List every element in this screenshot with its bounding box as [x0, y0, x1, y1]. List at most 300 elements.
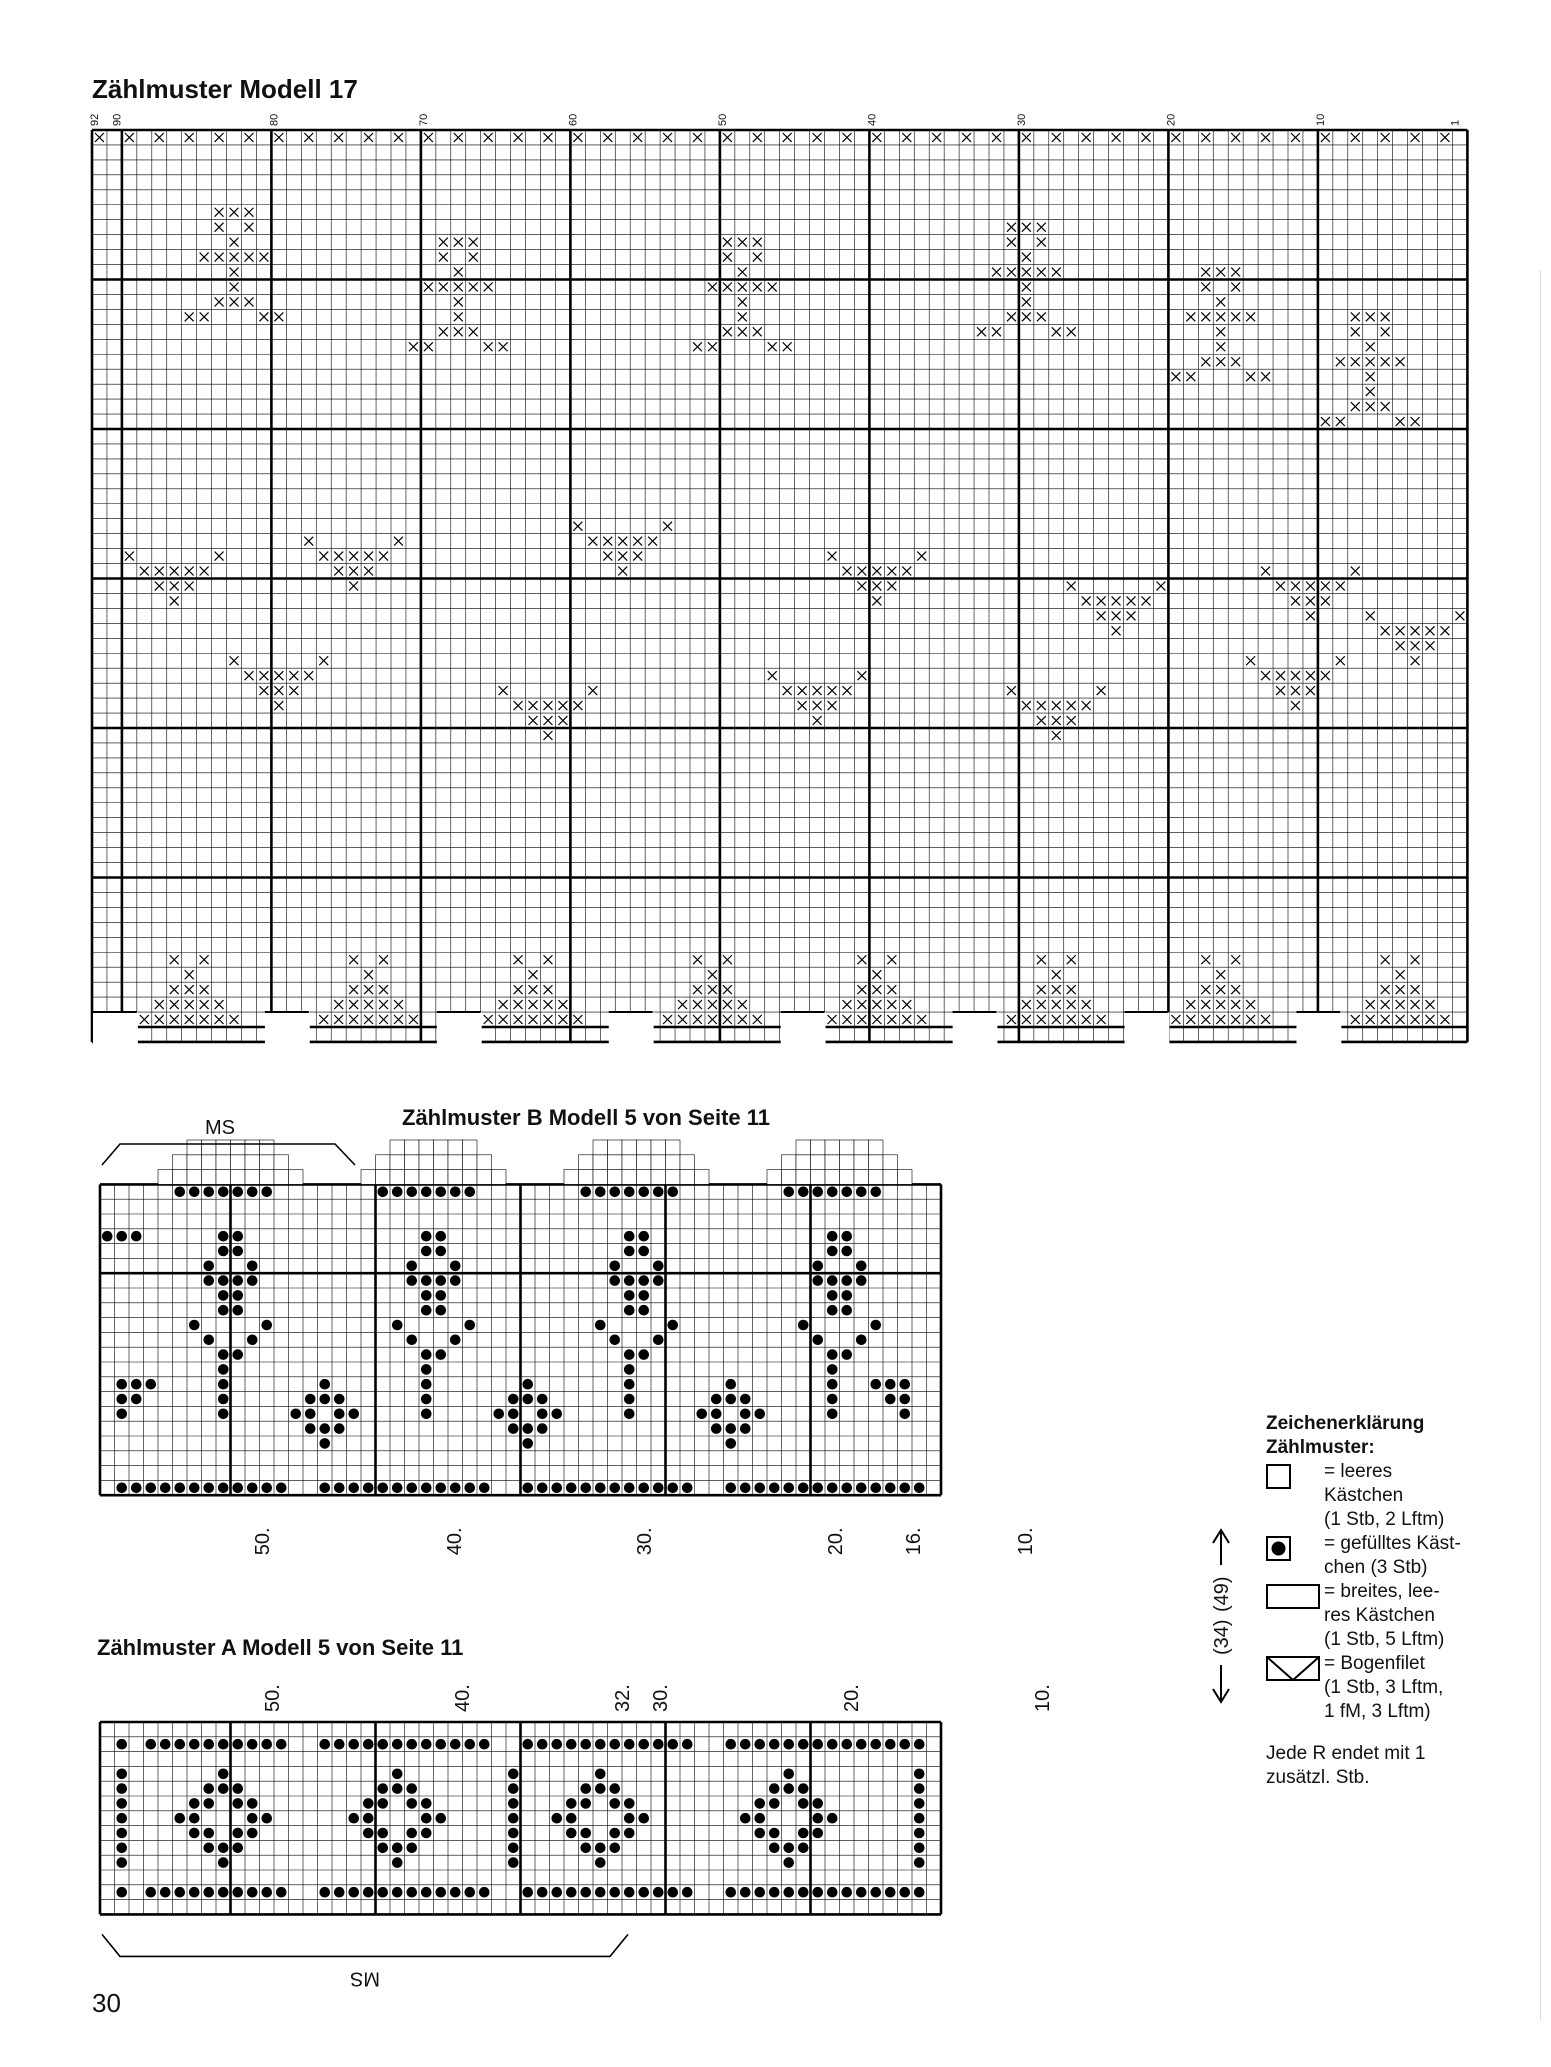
cross-mark: [1381, 1015, 1390, 1024]
cross-mark: [1037, 268, 1046, 277]
cross-mark: [1112, 133, 1121, 142]
row-count-label: 30.: [650, 1684, 672, 1712]
filled-stitch-dot: [421, 1798, 432, 1809]
cross-mark: [454, 312, 463, 321]
cross-mark: [633, 552, 642, 561]
filled-stitch-dot: [580, 1187, 591, 1198]
filled-stitch-dot: [624, 1813, 635, 1824]
cross-mark: [200, 253, 209, 262]
filled-stitch-dot: [580, 1887, 591, 1898]
cross-mark: [693, 985, 702, 994]
filled-stitch-dot: [218, 1769, 229, 1780]
filled-stitch-dot: [624, 1483, 635, 1494]
filled-stitch-dot: [203, 1261, 214, 1272]
cross-mark: [544, 731, 553, 740]
chart-17-title: Zählmuster Modell 17: [92, 74, 358, 104]
crown-cell: [245, 1170, 260, 1185]
filled-stitch-dot: [624, 1798, 635, 1809]
crown-cell: [593, 1155, 608, 1170]
filled-stitch-dot: [638, 1187, 649, 1198]
cross-mark: [230, 253, 239, 262]
cross-mark: [1082, 1015, 1091, 1024]
filled-stitch-dot: [421, 1379, 432, 1390]
filled-stitch-dot: [464, 1187, 475, 1198]
filled-stitch-dot: [493, 1409, 504, 1420]
cross-mark: [738, 312, 747, 321]
cross-mark: [1396, 970, 1405, 979]
cross-mark: [813, 701, 822, 710]
cross-mark: [753, 253, 762, 262]
cross-mark: [603, 133, 612, 142]
cross-mark: [1276, 686, 1285, 695]
filled-stitch-dot: [174, 1813, 185, 1824]
cross-mark: [1366, 1000, 1375, 1009]
cross-mark: [544, 955, 553, 964]
filled-stitch-dot: [334, 1409, 345, 1420]
filled-stitch-dot: [769, 1843, 780, 1854]
crown-cell: [448, 1140, 463, 1155]
crown-cell: [158, 1170, 173, 1185]
filled-stitch-dot: [624, 1379, 635, 1390]
cross-mark: [1171, 1015, 1180, 1024]
empty-square-icon: [1266, 1464, 1292, 1490]
cross-mark: [1276, 582, 1285, 591]
filled-stitch-dot: [624, 1394, 635, 1405]
cross-mark: [678, 1000, 687, 1009]
column-label: 40: [866, 113, 879, 126]
cross-mark: [349, 955, 358, 964]
cross-mark: [1052, 133, 1061, 142]
cross-mark: [364, 133, 373, 142]
filled-stitch-dot: [232, 1349, 243, 1360]
cross-mark: [1381, 133, 1390, 142]
filled-stitch-dot: [580, 1828, 591, 1839]
filled-stitch-dot: [667, 1739, 678, 1750]
cross-mark: [1306, 686, 1315, 695]
cross-mark: [1186, 1015, 1195, 1024]
filled-stitch-dot: [740, 1887, 751, 1898]
filled-stitch-dot: [914, 1798, 925, 1809]
cross-mark: [1082, 701, 1091, 710]
filled-stitch-dot: [421, 1187, 432, 1198]
filled-stitch-dot: [812, 1275, 823, 1286]
cross-mark: [529, 985, 538, 994]
cross-mark: [1351, 357, 1360, 366]
cross-mark: [1426, 1015, 1435, 1024]
filled-stitch-dot: [450, 1261, 461, 1272]
filled-stitch-dot: [638, 1483, 649, 1494]
cross-mark: [529, 716, 538, 725]
filled-stitch-dot: [841, 1246, 852, 1257]
filled-stitch-dot: [406, 1261, 417, 1272]
filled-stitch-dot: [305, 1394, 316, 1405]
cross-mark: [1052, 701, 1061, 710]
filled-stitch-dot: [682, 1739, 693, 1750]
filled-stitch-dot: [508, 1843, 519, 1854]
filled-stitch-dot: [189, 1813, 200, 1824]
filled-stitch-dot: [827, 1349, 838, 1360]
column-label: 60: [567, 113, 580, 126]
crown-cell: [202, 1140, 217, 1155]
cross-mark: [1396, 641, 1405, 650]
legend-note: [1266, 1742, 1476, 1790]
cross-mark: [1022, 133, 1031, 142]
cross-mark: [828, 701, 837, 710]
cross-mark: [648, 537, 657, 546]
cross-mark: [1007, 686, 1016, 695]
filled-stitch-dot: [609, 1739, 620, 1750]
cross-mark: [1007, 268, 1016, 277]
filled-stitch-dot: [899, 1409, 910, 1420]
filled-stitch-dot: [406, 1275, 417, 1286]
cross-mark: [573, 522, 582, 531]
cross-mark: [813, 133, 822, 142]
cross-mark: [573, 701, 582, 710]
filled-stitch-dot: [218, 1290, 229, 1301]
cross-mark: [1321, 133, 1330, 142]
cross-mark: [603, 552, 612, 561]
filled-stitch-dot: [261, 1483, 272, 1494]
cross-mark: [1381, 985, 1390, 994]
filled-stitch-dot: [392, 1783, 403, 1794]
column-label: 92: [89, 113, 101, 126]
filled-stitch-dot: [508, 1813, 519, 1824]
crown-cell: [854, 1170, 869, 1185]
filled-stitch-dot: [580, 1739, 591, 1750]
cross-mark: [1231, 133, 1240, 142]
cross-mark: [738, 297, 747, 306]
cross-mark: [514, 1000, 523, 1009]
cross-mark: [1321, 671, 1330, 680]
cross-mark: [1231, 283, 1240, 292]
crown-cell: [796, 1140, 811, 1155]
cross-mark: [1112, 626, 1121, 635]
cross-mark: [379, 552, 388, 561]
filled-stitch-dot: [653, 1483, 664, 1494]
cross-mark: [274, 701, 283, 710]
cross-mark: [1216, 312, 1225, 321]
filled-stitch-dot: [783, 1187, 794, 1198]
filled-stitch-dot: [406, 1739, 417, 1750]
filled-stitch-dot: [609, 1187, 620, 1198]
filled-stitch-dot: [711, 1394, 722, 1405]
filled-stitch-dot: [421, 1364, 432, 1375]
cross-mark: [364, 1015, 373, 1024]
filled-stitch-dot: [551, 1813, 562, 1824]
cross-mark: [1216, 970, 1225, 979]
cross-mark: [1366, 312, 1375, 321]
filled-stitch-dot: [189, 1483, 200, 1494]
cross-mark: [319, 656, 328, 665]
cross-mark: [1351, 1015, 1360, 1024]
filled-stitch-dot: [508, 1828, 519, 1839]
filled-stitch-dot: [421, 1483, 432, 1494]
cross-mark: [872, 970, 881, 979]
cross-mark: [424, 283, 433, 292]
crown-cell: [825, 1170, 840, 1185]
filled-stitch-dot: [406, 1887, 417, 1898]
crown-cell: [405, 1170, 420, 1185]
cross-mark: [1097, 1015, 1106, 1024]
cross-mark: [887, 582, 896, 591]
cross-mark: [155, 567, 164, 576]
crown-cell: [651, 1170, 666, 1185]
cross-mark: [1276, 671, 1285, 680]
cross-mark: [1366, 611, 1375, 620]
filled-stitch-dot: [232, 1739, 243, 1750]
filled-stitch-dot: [754, 1828, 765, 1839]
cross-mark: [1261, 133, 1270, 142]
filled-stitch-dot: [595, 1887, 606, 1898]
filled-stitch-dot: [870, 1187, 881, 1198]
filled-stitch-dot: [203, 1828, 214, 1839]
cross-mark: [334, 567, 343, 576]
filled-stitch-dot: [580, 1798, 591, 1809]
column-label: 20: [1165, 113, 1178, 126]
filled-stitch-dot: [116, 1798, 127, 1809]
crown-cell: [173, 1170, 188, 1185]
cross-mark: [678, 1015, 687, 1024]
wide-empty-box-icon: [1266, 1584, 1322, 1610]
cross-mark: [738, 268, 747, 277]
filled-stitch-dot: [609, 1261, 620, 1272]
cross-mark: [693, 342, 702, 351]
cross-mark: [588, 537, 597, 546]
crown-cell: [434, 1170, 449, 1185]
filled-stitch-dot: [160, 1887, 171, 1898]
arrow-label: (34): [1211, 1619, 1233, 1655]
cross-mark: [1037, 701, 1046, 710]
filled-stitch-dot: [363, 1813, 374, 1824]
filled-stitch-dot: [218, 1857, 229, 1868]
crown-cell: [622, 1170, 637, 1185]
cross-mark: [469, 253, 478, 262]
cross-mark: [454, 297, 463, 306]
filled-stitch-dot: [841, 1275, 852, 1286]
scallop-cutout: [1125, 1012, 1170, 1046]
filled-stitch-dot: [377, 1828, 388, 1839]
filled-stitch-dot: [870, 1887, 881, 1898]
filled-stitch-dot: [218, 1305, 229, 1316]
filled-stitch-dot: [377, 1783, 388, 1794]
crown-cell: [840, 1140, 855, 1155]
cross-mark: [334, 133, 343, 142]
cross-mark: [932, 133, 941, 142]
filled-stitch-dot: [522, 1887, 533, 1898]
filled-stitch-dot: [595, 1769, 606, 1780]
filled-stitch-dot: [218, 1349, 229, 1360]
legend-text: (1 Stb, 2 Lftm): [1324, 1509, 1445, 1530]
cross-mark: [1366, 1015, 1375, 1024]
filled-stitch-dot: [595, 1739, 606, 1750]
filled-stitch-dot: [232, 1246, 243, 1257]
filled-stitch-dot: [856, 1275, 867, 1286]
cross-mark: [1441, 133, 1450, 142]
filled-stitch-dot: [754, 1483, 765, 1494]
cross-mark: [334, 1015, 343, 1024]
cross-mark: [1366, 342, 1375, 351]
filled-stitch-dot: [638, 1231, 649, 1242]
cross-mark: [1052, 985, 1061, 994]
crown-cell: [419, 1155, 434, 1170]
cross-mark: [514, 133, 523, 142]
filled-stitch-dot: [232, 1798, 243, 1809]
cross-mark: [573, 1015, 582, 1024]
filled-stitch-dot: [276, 1739, 287, 1750]
filled-stitch-dot: [827, 1739, 838, 1750]
cross-mark: [1216, 1015, 1225, 1024]
filled-stitch-dot: [885, 1483, 896, 1494]
cross-mark: [469, 327, 478, 336]
filled-stitch-dot: [754, 1798, 765, 1809]
filled-stitch-dot: [595, 1857, 606, 1868]
cross-mark: [1411, 1015, 1420, 1024]
cross-mark: [409, 342, 418, 351]
filled-stitch-dot: [232, 1275, 243, 1286]
filled-stitch-dot: [624, 1828, 635, 1839]
filled-stitch-dot: [377, 1798, 388, 1809]
cross-mark: [813, 716, 822, 725]
filled-stitch-dot: [232, 1887, 243, 1898]
cross-mark: [1231, 1015, 1240, 1024]
filled-stitch-dot: [769, 1739, 780, 1750]
cross-mark: [544, 1015, 553, 1024]
filled-stitch-dot: [827, 1364, 838, 1375]
cross-mark: [230, 656, 239, 665]
crown-cell: [448, 1155, 463, 1170]
filled-stitch-dot: [783, 1769, 794, 1780]
cross-mark: [349, 1000, 358, 1009]
cross-mark: [723, 283, 732, 292]
filled-stitch-dot: [261, 1320, 272, 1331]
cross-mark: [1171, 372, 1180, 381]
filled-stitch-dot: [421, 1246, 432, 1257]
filled-stitch-dot: [870, 1379, 881, 1390]
filled-stitch-dot: [754, 1739, 765, 1750]
cross-mark: [1037, 716, 1046, 725]
filled-stitch-dot: [827, 1813, 838, 1824]
filled-stitch-dot: [638, 1290, 649, 1301]
filled-stitch-dot: [754, 1887, 765, 1898]
cross-mark: [1216, 327, 1225, 336]
filled-stitch-dot: [261, 1887, 272, 1898]
filled-stitch-dot: [624, 1290, 635, 1301]
cross-mark: [1246, 1015, 1255, 1024]
cross-mark: [155, 1000, 164, 1009]
cross-mark: [1246, 372, 1255, 381]
legend-note-line: Jede R endet mit 1: [1266, 1743, 1426, 1764]
cross-mark: [1156, 582, 1165, 591]
cross-mark: [304, 537, 313, 546]
filled-stitch-dot: [421, 1394, 432, 1405]
filled-stitch-dot: [566, 1483, 577, 1494]
cross-mark: [1291, 582, 1300, 591]
cross-mark: [1306, 611, 1315, 620]
cross-mark: [1067, 985, 1076, 994]
crown-cell: [608, 1170, 623, 1185]
cross-mark: [1366, 402, 1375, 411]
cross-mark: [723, 327, 732, 336]
cross-mark: [1366, 357, 1375, 366]
filled-stitch-dot: [914, 1843, 925, 1854]
filled-stitch-dot: [319, 1739, 330, 1750]
filled-stitch-dot: [522, 1394, 533, 1405]
filled-stitch-dot: [450, 1275, 461, 1286]
filled-stitch-dot: [377, 1739, 388, 1750]
filled-stitch-dot: [435, 1813, 446, 1824]
cross-mark: [1246, 312, 1255, 321]
cross-mark: [1082, 1000, 1091, 1009]
chart-b-title: Zählmuster B Modell 5 von Seite 11: [402, 1105, 770, 1130]
cross-mark: [1022, 283, 1031, 292]
cross-mark: [618, 552, 627, 561]
filled-stitch-dot: [914, 1887, 925, 1898]
filled-stitch-dot: [783, 1739, 794, 1750]
cross-mark: [1052, 716, 1061, 725]
cross-mark: [1052, 1000, 1061, 1009]
cross-mark: [394, 133, 403, 142]
filled-stitch-dot: [769, 1783, 780, 1794]
filled-stitch-dot: [899, 1739, 910, 1750]
filled-stitch-dot: [899, 1887, 910, 1898]
filled-stitch-dot: [450, 1739, 461, 1750]
cross-mark: [828, 686, 837, 695]
cross-mark: [663, 1015, 672, 1024]
column-label: 90: [111, 113, 124, 126]
cross-mark: [738, 238, 747, 247]
cross-mark: [1411, 626, 1420, 635]
filled-stitch-dot: [247, 1483, 258, 1494]
filled-stitch-dot: [131, 1483, 142, 1494]
filled-stitch-dot: [218, 1887, 229, 1898]
filled-stitch-dot: [638, 1349, 649, 1360]
cross-mark: [215, 208, 224, 217]
filled-stitch-dot: [508, 1394, 519, 1405]
cross-mark: [304, 671, 313, 680]
filled-stitch-dot: [334, 1423, 345, 1434]
filled-stitch-dot: [406, 1335, 417, 1346]
filled-stitch-dot: [856, 1887, 867, 1898]
cross-mark: [887, 1000, 896, 1009]
cross-mark: [185, 970, 194, 979]
filled-stitch-dot: [885, 1887, 896, 1898]
filled-stitch-dot: [783, 1783, 794, 1794]
cross-mark: [753, 327, 762, 336]
filled-stitch-dot: [392, 1887, 403, 1898]
crown-cell: [419, 1140, 434, 1155]
cross-mark: [588, 686, 597, 695]
filled-stitch-dot: [595, 1783, 606, 1794]
cross-mark: [230, 268, 239, 277]
crown-cell: [680, 1170, 695, 1185]
cross-mark: [1231, 357, 1240, 366]
scallop-cutout: [437, 1012, 482, 1046]
filled-stitch-dot: [827, 1379, 838, 1390]
cross-mark: [215, 552, 224, 561]
filled-stitch-dot: [783, 1857, 794, 1868]
cross-mark: [1022, 1015, 1031, 1024]
cross-mark: [349, 1015, 358, 1024]
filled-stitch-dot: [856, 1739, 867, 1750]
cross-mark: [1336, 582, 1345, 591]
cross-mark: [1291, 671, 1300, 680]
cross-mark: [1186, 1000, 1195, 1009]
cross-mark: [1231, 268, 1240, 277]
cross-mark: [1022, 701, 1031, 710]
cross-mark: [857, 1000, 866, 1009]
filled-stitch-dot: [798, 1783, 809, 1794]
cross-mark: [140, 1015, 149, 1024]
